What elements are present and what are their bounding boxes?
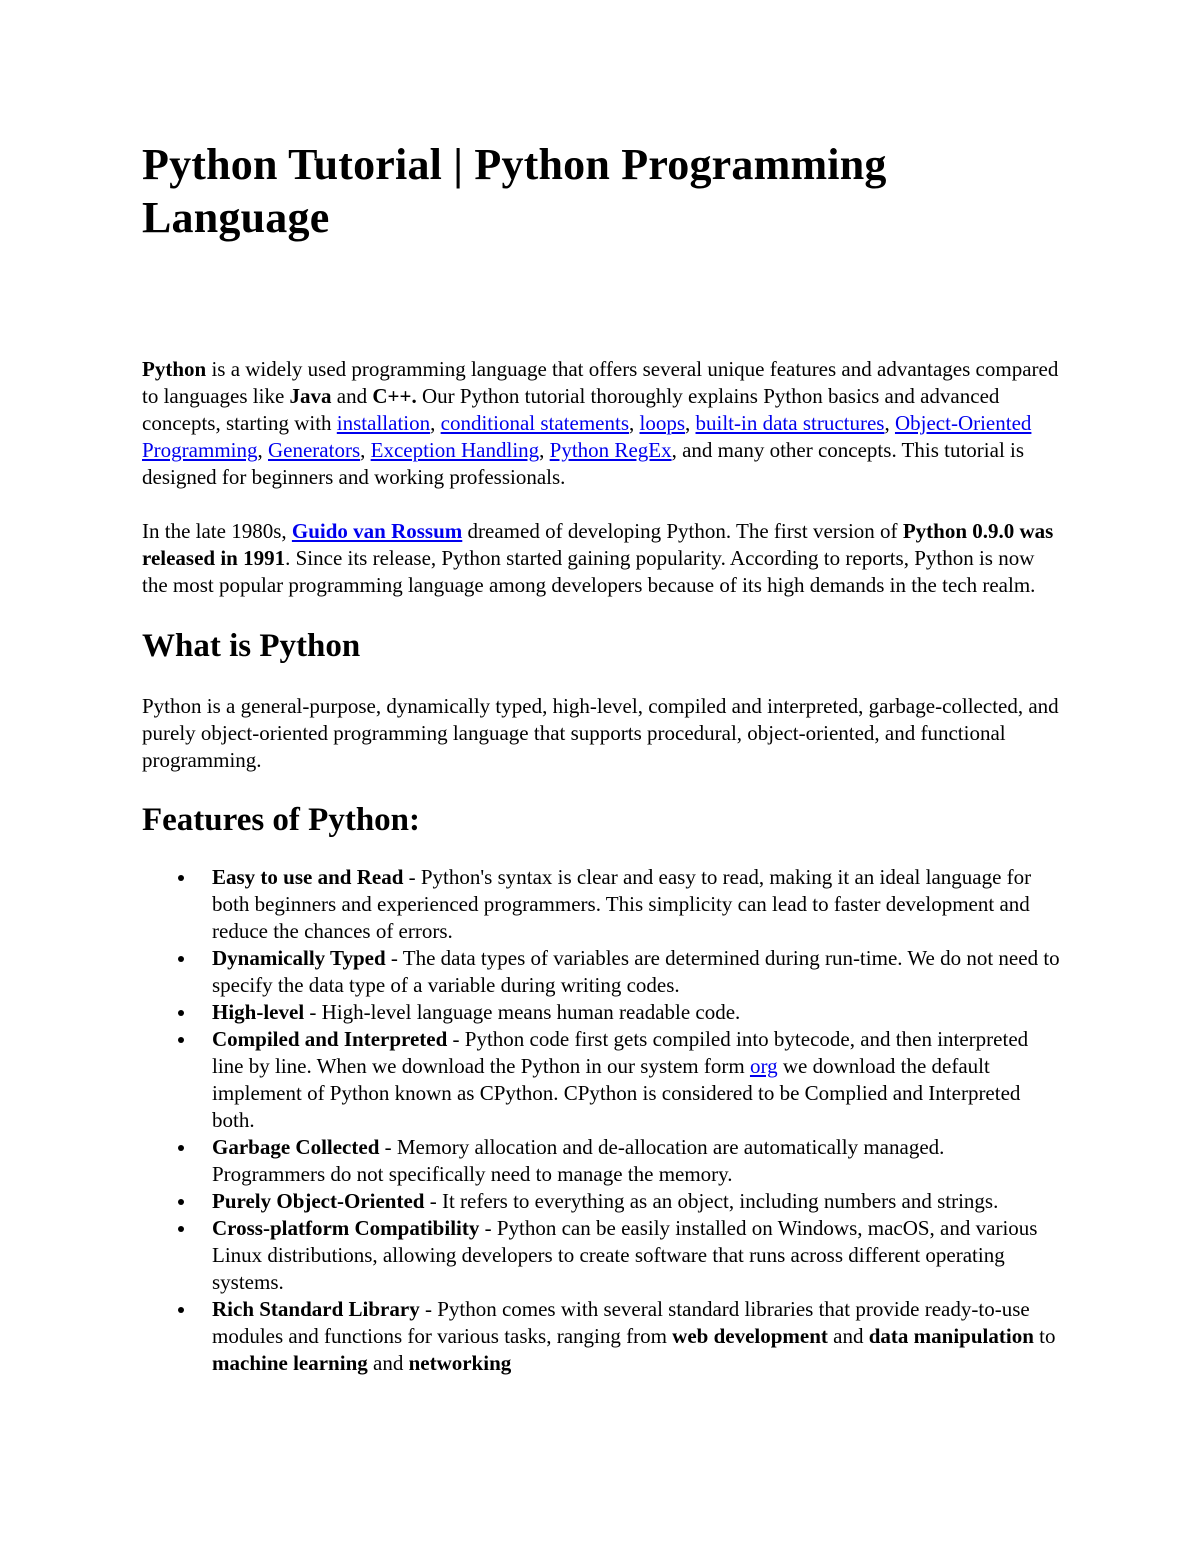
feature-text: - Python's syntax is clear and easy to read, making it an ideal language for both beginners and experienced programmers. This simplicity can lead to faster development and reduce the chances of errors. [212,865,1032,943]
link-separator: , [685,411,696,435]
feature-term: Purely Object-Oriented [212,1189,425,1213]
list-item [212,1296,1060,1377]
link-loops[interactable]: loops [639,411,686,435]
intro-text: is a widely used programming language that offers several unique features and advantages compared to languages like [142,357,1059,408]
link-org[interactable]: org [749,1054,778,1078]
feature-text: - It refers to everything as an object, including numbers and strings. [424,1189,999,1213]
what-paragraph: Python is a general-purpose, dynamically typed, high-level, compiled and interpreted, garbage-collected, and purely object-oriented programming language that supports procedural, object-oriented, and functional programming. [142,694,1059,772]
list-item [212,1188,1060,1215]
page-title: Python Tutorial | Python Programming Language [142,140,887,242]
intro-cpp-bold: C++. [372,384,417,408]
link-generators[interactable]: Generators [268,438,361,462]
link-separator: , [629,411,640,435]
feature-term: Cross-platform Compatibility [212,1216,480,1240]
release-bold: Python 0.9.0 was released in 1991 [142,519,1054,570]
feature-term: Compiled and Interpreted [212,1027,448,1051]
list-item [212,945,1060,999]
feature-term: Rich Standard Library [212,1297,420,1321]
feature-emphasis: data manipulation [868,1324,1034,1348]
history-paragraph [142,518,1060,599]
feature-emphasis: web development [672,1324,828,1348]
heading-what-is-python: What is Python [142,628,361,664]
feature-text: we download the default implement of Python known as CPython. CPython is considered to be Complied and Interpreted both. [212,1054,1021,1132]
feature-emphasis: networking [408,1351,512,1375]
link-separator: , [360,438,371,462]
feature-emphasis: machine learning [212,1351,368,1375]
intro-java-bold: Java [289,384,332,408]
link-separator: , [884,411,895,435]
intro-paragraph [142,356,1060,491]
heading-features: Features of Python: [142,802,421,838]
list-item [212,1134,1060,1188]
link-separator: , [539,438,550,462]
history-text: dreamed of developing Python. The first version of [462,519,903,543]
link-python-regex[interactable]: Python RegEx [549,438,672,462]
feature-term: Garbage Collected [212,1135,380,1159]
intro-text: , and many other concepts. This tutorial is designed for beginners and working professionals. [142,438,1025,489]
feature-text: to [1033,1324,1056,1348]
link-separator: , [430,411,441,435]
history-text: . Since its release, Python started gaining popularity. According to reports, Python is now the most popular programming language among developers because of its high demands in the tech realm. [142,546,1036,597]
link-installation[interactable]: installation [336,411,431,435]
document-page [142,138,1060,1377]
feature-text: and [367,1351,409,1375]
list-item [212,1215,1060,1296]
features-list [142,864,1060,1377]
feature-text: - Python can be easily installed on Windows, macOS, and various Linux distributions, allowing developers to create software that runs across different operating systems. [212,1216,1038,1294]
list-item [212,864,1060,945]
feature-text: - Python comes with several standard libraries that provide ready-to-use modules and functions for various tasks, ranging from [212,1297,1030,1348]
list-item [212,999,1060,1026]
feature-term: High-level [212,1000,305,1024]
feature-term: Easy to use and Read [212,865,404,889]
intro-text: Our Python tutorial thoroughly explains Python basics and advanced concepts, starting with [142,384,1000,435]
intro-text: and [331,384,373,408]
intro-python-bold: Python [142,357,207,381]
link-guido-van-rossum[interactable]: Guido van Rossum [291,519,463,543]
feature-text: - Memory allocation and de-allocation are automatically managed. Programmers do not specifically need to manage the memory. [212,1135,945,1186]
link-exception-handling[interactable]: Exception Handling [370,438,540,462]
link-built-in-data-structures[interactable]: built-in data structures [695,411,885,435]
link-object-oriented-programming[interactable]: Object-Oriented Programming [142,411,1032,462]
link-separator: , [257,438,268,462]
feature-text: - Python code first gets compiled into bytecode, and then interpreted line by line. When we download the Python in our system form [212,1027,1029,1078]
feature-term: Dynamically Typed [212,946,386,970]
link-conditional-statements[interactable]: conditional statements [440,411,629,435]
list-item [212,1026,1060,1134]
feature-text: - The data types of variables are determined during run-time. We do not need to specify the data type of a variable during writing codes. [212,946,1060,997]
feature-text: and [827,1324,869,1348]
history-text: In the late 1980s, [142,519,292,543]
feature-text: - High-level language means human readable code. [304,1000,741,1024]
